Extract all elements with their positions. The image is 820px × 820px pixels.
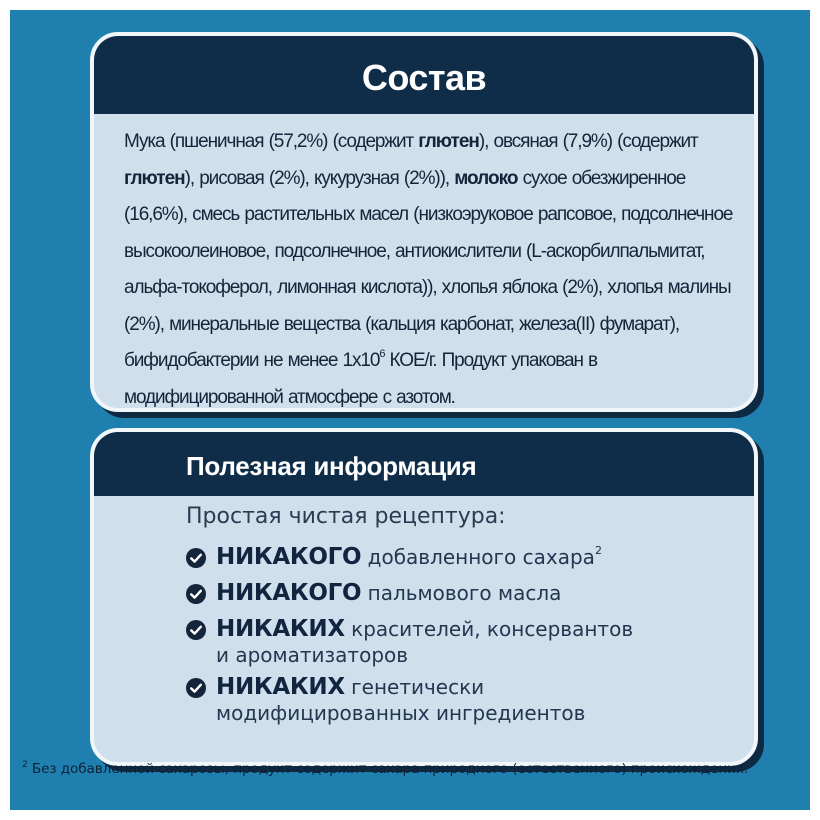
ingredient-segment: ), овсяная (7,9%) (содержит	[478, 131, 698, 152]
allergen-highlight: глютен	[124, 167, 185, 189]
footnote	[22, 760, 802, 778]
claim-item	[186, 576, 754, 610]
check-circle-icon	[186, 678, 206, 698]
check-circle-icon	[186, 548, 206, 568]
ingredient-segment: ), рисовая (2%), кукурузная (2%)),	[184, 167, 455, 189]
claim-strong: НИКАКИХ	[216, 616, 345, 642]
claim-strong: НИКАКИХ	[216, 674, 345, 700]
package-panel	[10, 10, 810, 810]
claim-text: добавленного сахара	[361, 545, 595, 569]
claim-footnote-marker: 2	[594, 544, 602, 557]
check-circle-icon	[186, 584, 206, 604]
claim-item	[186, 540, 754, 574]
recipe-intro: Простая чистая рецептура:	[186, 504, 506, 529]
ingredient-segment: Мука (пшеничная (57,2%) (содержит	[124, 131, 419, 152]
claim-strong: НИКАКОГО	[216, 580, 362, 606]
claim-text: генетически	[344, 675, 485, 699]
claim-line	[216, 670, 754, 704]
composition-header	[94, 36, 754, 114]
useful-info-body	[94, 496, 754, 726]
useful-info-card	[90, 428, 758, 766]
ingredients-text	[94, 114, 754, 412]
footnote-text: Без добавленной сахарозы; продукт содержит сахара природного (естественного) происхождения.	[27, 761, 749, 777]
ingredient-superscript: 6	[379, 348, 385, 360]
check-circle-icon	[186, 620, 206, 640]
claim-strong: НИКАКОГО	[216, 544, 362, 570]
claim-item	[186, 670, 754, 726]
claim-text: красителей, консервантов	[344, 617, 634, 641]
composition-card	[90, 32, 758, 412]
claim-line	[216, 540, 754, 574]
claims-list	[186, 540, 754, 726]
ingredient-segment: сухое обезжиренное (16,6%), смесь растительных масел (низкоэруковое рапсовое, подсолнечное высокоолеиновое, подсолнечное, антиокислители (L-аскорбилпальмитат, альфа-токоферол, лимонная кислота)), хлопья яблока (2%), хлопья малины (2%), минеральные вещества (кальция карбонат, железа(II) фумарат), бифидобактерии не менее 1х10	[124, 167, 733, 371]
ingredient-segment: КОЕ/г. Продукт упакован в модифицированной атмосфере с азотом.	[124, 350, 598, 408]
claim-line	[216, 612, 754, 646]
claim-continuation: и ароматизаторов	[216, 643, 409, 667]
claim-text: пальмового масла	[361, 581, 562, 605]
allergen-highlight: молоко	[454, 167, 518, 189]
allergen-highlight: глютен	[418, 131, 479, 152]
useful-info-title: Полезная информация	[186, 451, 477, 481]
useful-info-header	[94, 432, 754, 496]
footnote-marker: 2	[22, 760, 28, 770]
claim-item	[186, 612, 754, 668]
claim-continuation: модифицированных ингредиентов	[216, 701, 586, 725]
composition-title: Состав	[361, 57, 487, 98]
claim-line	[216, 576, 754, 610]
